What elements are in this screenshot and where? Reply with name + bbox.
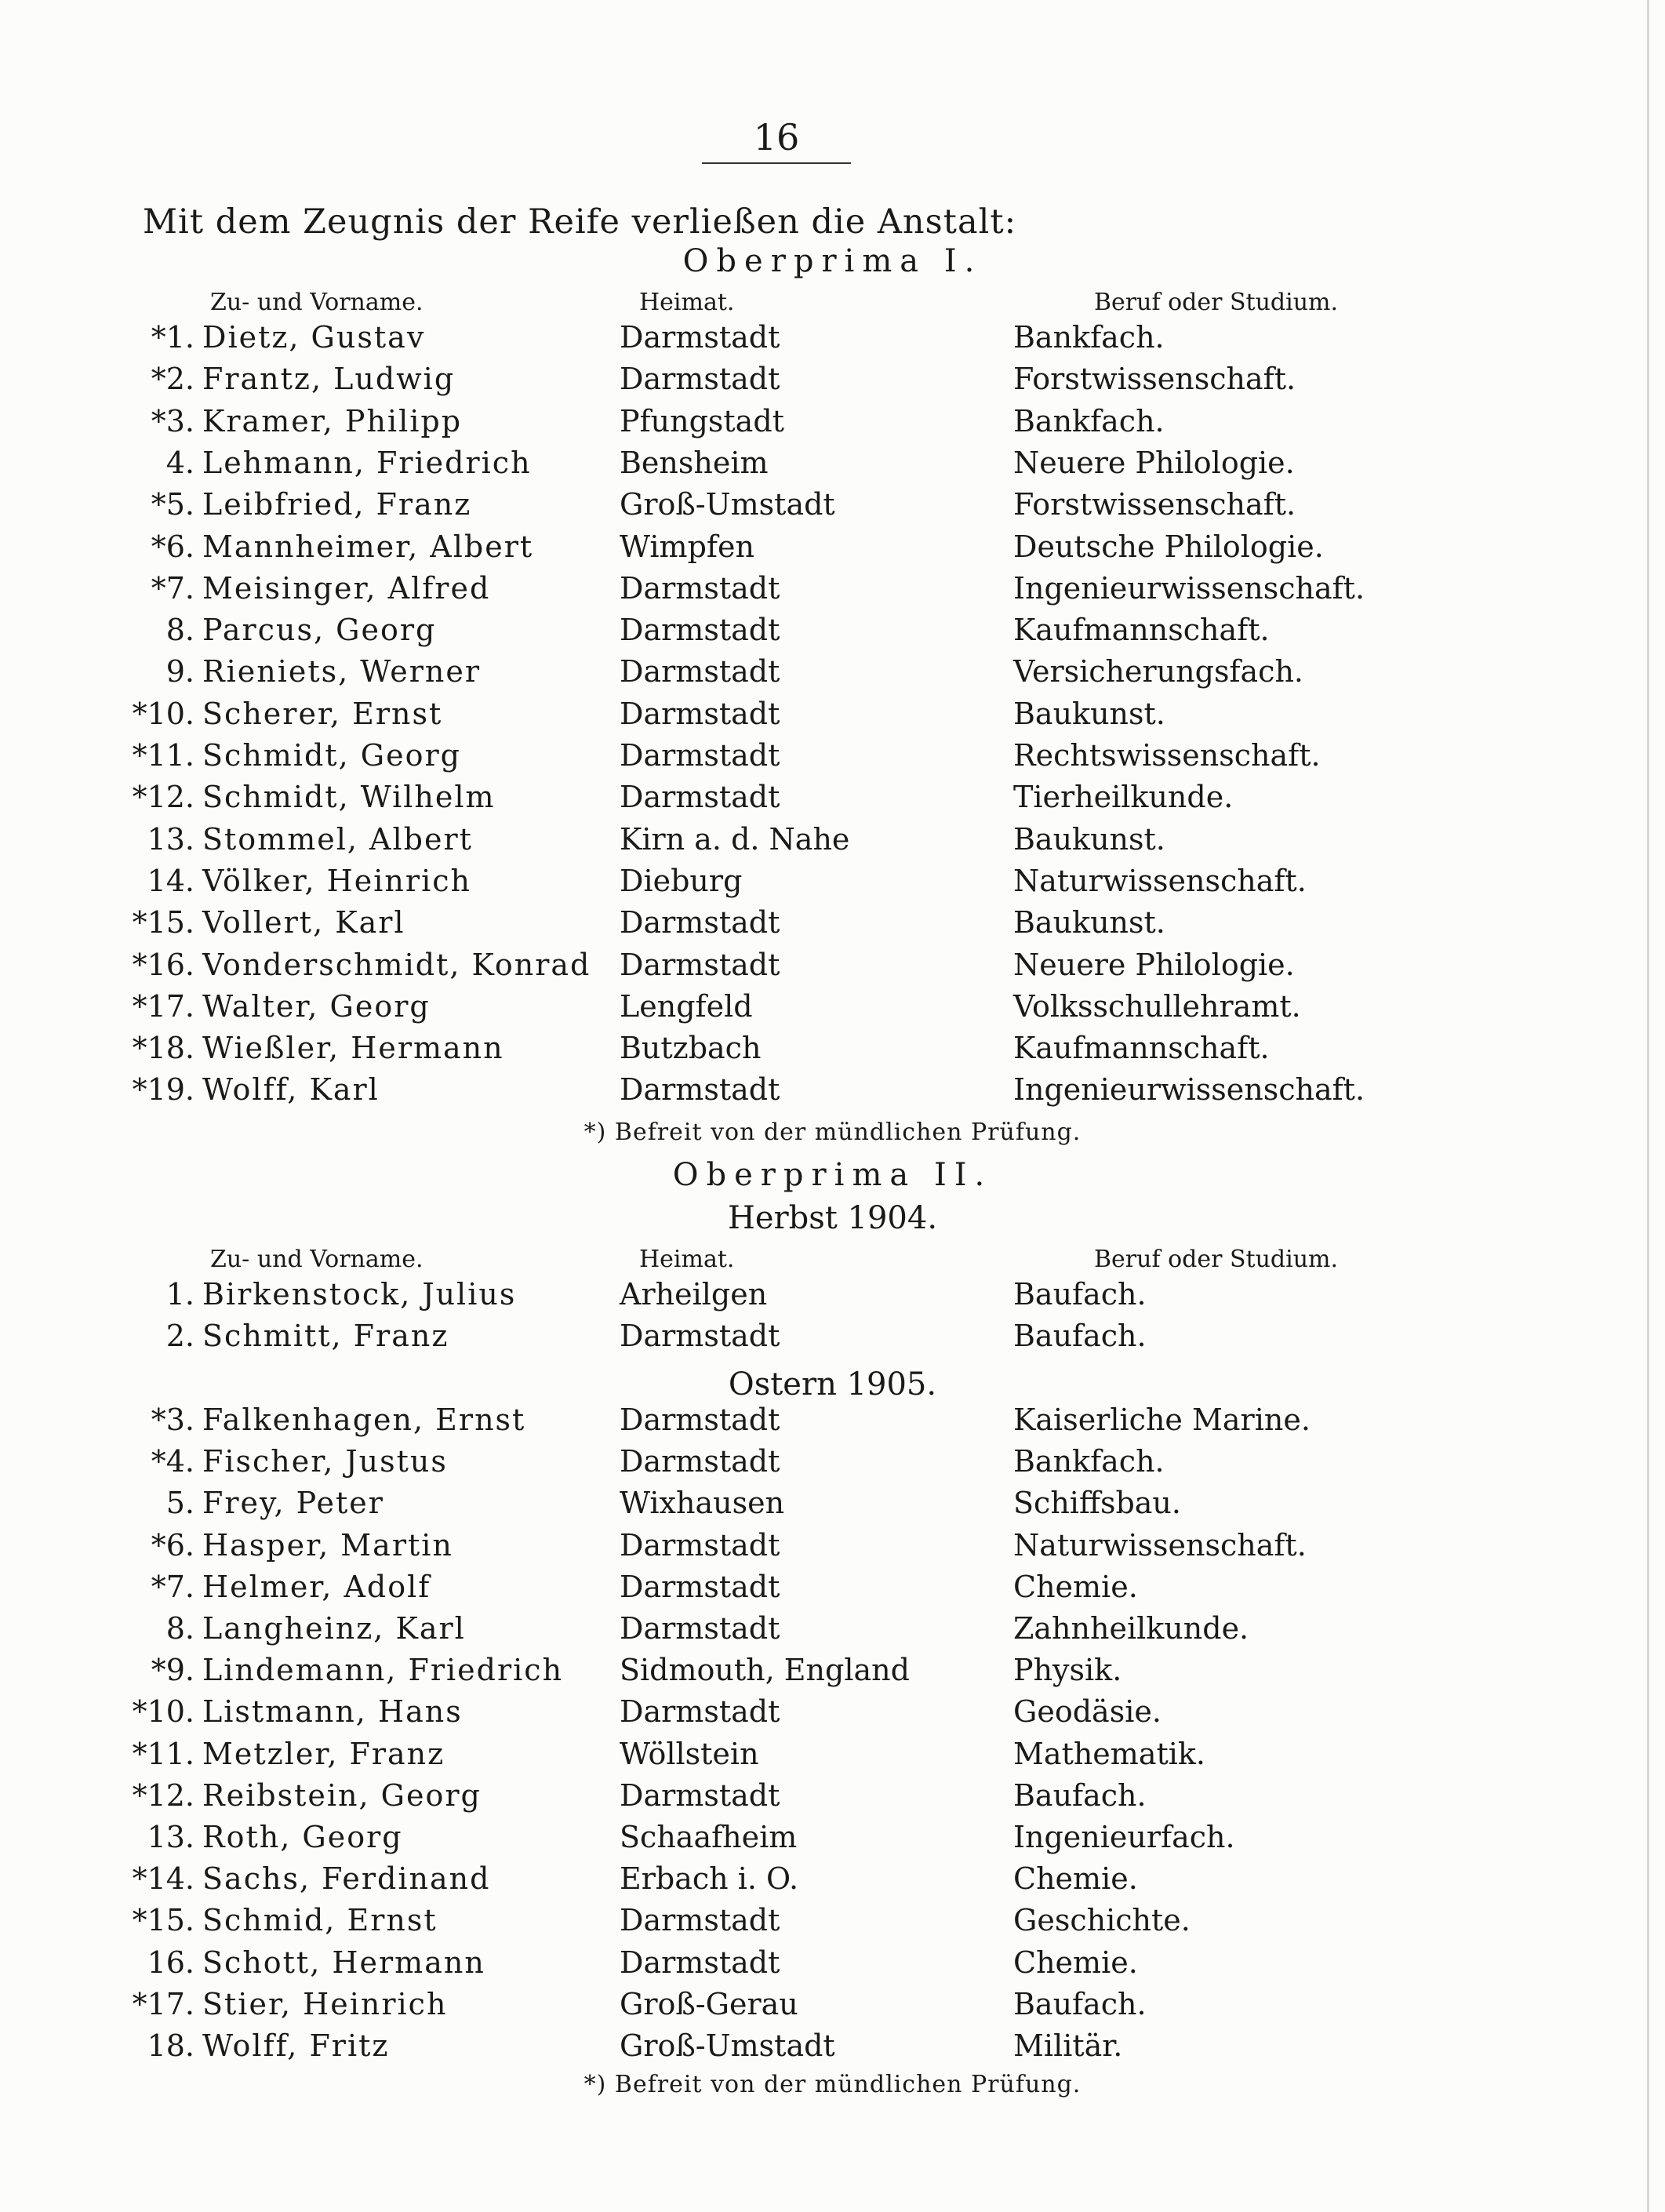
section-title-oberprima-1: Oberprima I.: [682, 243, 983, 279]
student-home: Darmstadt: [620, 947, 780, 982]
row-number: *16.: [132, 947, 194, 982]
student-name: Meisinger, Alfred: [202, 570, 491, 606]
student-name: Langheinz, Karl: [202, 1611, 466, 1646]
student-study: Chemie.: [1013, 1945, 1138, 1980]
student-study: Physik.: [1013, 1653, 1122, 1688]
student-study: Volksschullehramt.: [1013, 988, 1301, 1024]
student-home: Erbach i. O.: [620, 1861, 799, 1897]
student-home: Darmstadt: [620, 696, 780, 731]
row-number: 14.: [147, 863, 194, 898]
header-study-2: Beruf oder Studium.: [1094, 1246, 1339, 1273]
student-study: Geodäsie.: [1013, 1694, 1162, 1730]
student-home: Wöllstein: [620, 1736, 759, 1771]
student-home: Darmstadt: [620, 654, 780, 689]
table-row: [0, 1778, 1665, 1820]
row-number: *4.: [151, 1444, 194, 1479]
student-home: Darmstadt: [620, 1694, 780, 1730]
student-study: Mathematik.: [1013, 1736, 1206, 1771]
student-study: Rechtswissenschaft.: [1013, 738, 1321, 773]
row-number: 1.: [165, 1277, 194, 1312]
row-number: 9.: [165, 654, 194, 689]
table-row: [0, 905, 1665, 947]
student-name: Vollert, Karl: [202, 905, 405, 940]
table-row: [0, 1031, 1665, 1072]
student-home: Darmstadt: [620, 905, 780, 940]
row-number: *6.: [151, 529, 194, 564]
table-row: [0, 948, 1665, 989]
student-study: Militär.: [1013, 2028, 1123, 2063]
row-number: 5.: [165, 1486, 194, 1521]
table-row: [0, 1737, 1665, 1778]
table-row: [0, 1528, 1665, 1570]
student-name: Stier, Heinrich: [202, 1986, 448, 2021]
row-number: *15.: [132, 905, 194, 940]
table-row: [0, 362, 1665, 403]
student-home: Darmstadt: [620, 1569, 780, 1604]
row-number: *10.: [132, 1694, 194, 1730]
student-home: Darmstadt: [620, 613, 780, 648]
student-name: Reibstein, Georg: [202, 1777, 482, 1813]
subtitle-herbst: Herbst 1904.: [727, 1200, 938, 1236]
table-row: [0, 1277, 1665, 1319]
section-title-oberprima-2: Oberprima II.: [672, 1157, 993, 1193]
student-name: Vonderschmidt, Konrad: [202, 947, 591, 982]
student-home: Wimpfen: [620, 529, 754, 564]
row-number: 8.: [165, 1611, 194, 1646]
row-number: 13.: [147, 821, 194, 857]
row-number: *12.: [132, 1777, 194, 1813]
student-home: Darmstadt: [620, 780, 780, 815]
student-study: Baukunst.: [1013, 821, 1165, 857]
student-name: Schmid, Ernst: [202, 1903, 438, 1938]
student-home: Lengfeld: [620, 988, 753, 1024]
student-name: Schmitt, Franz: [202, 1319, 449, 1353]
row-number: *17.: [132, 988, 194, 1024]
student-name: Wießler, Hermann: [202, 1031, 504, 1066]
student-study: Ingenieurwissenschaft.: [1013, 1072, 1365, 1108]
student-study: Chemie.: [1013, 1861, 1138, 1897]
table-row: [0, 1444, 1665, 1486]
row-number: 2.: [165, 1319, 194, 1353]
row-number: *2.: [151, 362, 194, 397]
row-number: 13.: [147, 1820, 194, 1854]
student-name: Sachs, Ferdinand: [202, 1861, 491, 1897]
student-study: Chemie.: [1013, 1569, 1138, 1604]
row-number: *19.: [132, 1072, 194, 1108]
student-name: Scherer, Ernst: [202, 696, 443, 731]
table-row: [0, 487, 1665, 529]
student-study: Neuere Philologie.: [1013, 947, 1295, 982]
row-number: *11.: [132, 738, 194, 773]
student-name: Listmann, Hans: [202, 1694, 463, 1730]
student-home: Arheilgen: [620, 1277, 768, 1312]
row-number: *14.: [132, 1861, 194, 1897]
row-number: *10.: [132, 696, 194, 731]
student-name: Wolff, Fritz: [202, 2028, 390, 2063]
row-number: *7.: [151, 1569, 194, 1604]
student-name: Lindemann, Friedrich: [202, 1653, 564, 1688]
student-name: Kramer, Philipp: [202, 403, 463, 438]
student-home: Wixhausen: [620, 1486, 785, 1521]
student-study: Ingenieurwissenschaft.: [1013, 570, 1365, 606]
student-name: Falkenhagen, Ernst: [202, 1403, 526, 1437]
student-home: Dieburg: [620, 863, 743, 898]
table-row: [0, 822, 1665, 864]
student-name: Fischer, Justus: [202, 1444, 448, 1479]
student-home: Groß-Umstadt: [620, 487, 835, 522]
student-study: Naturwissenschaft.: [1013, 863, 1307, 898]
student-study: Deutsche Philologie.: [1013, 529, 1324, 564]
student-name: Wolff, Karl: [202, 1072, 380, 1108]
row-number: *18.: [132, 1031, 194, 1066]
table-row: [0, 2028, 1665, 2070]
student-study: Forstwissenschaft.: [1013, 487, 1296, 522]
student-study: Geschichte.: [1013, 1903, 1191, 1938]
student-name: Dietz, Gustav: [202, 320, 426, 355]
student-study: Zahnheilkunde.: [1013, 1611, 1249, 1646]
intro-line: Mit dem Zeugnis der Reife verließen die Anstalt:: [143, 202, 1017, 242]
student-study: Baukunst.: [1013, 905, 1165, 940]
student-name: Lehmann, Friedrich: [202, 445, 532, 480]
row-number: *6.: [151, 1527, 194, 1563]
row-number: *12.: [132, 780, 194, 815]
student-home: Groß-Umstadt: [620, 2028, 835, 2063]
student-study: Forstwissenschaft.: [1013, 362, 1296, 397]
row-number: *7.: [151, 570, 194, 606]
student-name: Schott, Hermann: [202, 1945, 485, 1980]
student-home: Bensheim: [620, 445, 769, 480]
table-row: [0, 1072, 1665, 1114]
student-home: Pfungstadt: [620, 403, 784, 438]
header-home: Heimat.: [639, 289, 735, 316]
table-row: [0, 738, 1665, 780]
table-row: [0, 989, 1665, 1031]
table-row: [0, 404, 1665, 446]
student-home: Darmstadt: [620, 320, 780, 355]
student-home: Darmstadt: [620, 1072, 780, 1108]
student-name: Parcus, Georg: [202, 613, 437, 648]
student-home: Groß-Gerau: [620, 1986, 798, 2021]
student-study: Baufach.: [1013, 1986, 1147, 2021]
student-name: Leibfried, Franz: [202, 487, 472, 522]
student-name: Helmer, Adolf: [202, 1569, 431, 1604]
student-home: Darmstadt: [620, 1444, 780, 1479]
student-home: Darmstadt: [620, 362, 780, 397]
student-study: Tierheilkunde.: [1013, 780, 1234, 815]
table-row: [0, 1903, 1665, 1945]
table-row: [0, 1694, 1665, 1736]
table-row: [0, 320, 1665, 362]
table-row: [0, 864, 1665, 905]
header-home-2: Heimat.: [639, 1246, 735, 1273]
page-number-rule: [702, 162, 851, 164]
student-name: Metzler, Franz: [202, 1736, 445, 1771]
row-number: 8.: [165, 613, 194, 648]
student-name: Mannheimer, Albert: [202, 529, 534, 564]
student-study: Baukunst.: [1013, 696, 1165, 731]
table-row: [0, 1987, 1665, 2028]
student-name: Walter, Georg: [202, 988, 431, 1024]
student-home: Darmstadt: [620, 1527, 780, 1563]
student-name: Birkenstock, Julius: [202, 1277, 517, 1312]
student-home: Darmstadt: [620, 1903, 780, 1938]
table-row: [0, 446, 1665, 487]
student-study: Naturwissenschaft.: [1013, 1527, 1307, 1563]
header-study: Beruf oder Studium.: [1094, 289, 1339, 316]
page-number: 16: [753, 116, 800, 158]
footnote-1: *) Befreit von der mündlichen Prüfung.: [583, 1119, 1082, 1146]
table-row: [0, 1403, 1665, 1444]
student-home: Sidmouth, England: [620, 1653, 910, 1688]
student-home: Darmstadt: [620, 1945, 780, 1980]
student-study: Kaufmannschaft.: [1013, 1031, 1270, 1066]
student-name: Hasper, Martin: [202, 1527, 453, 1563]
row-number: *5.: [151, 487, 194, 522]
header-name-2: Zu- und Vorname.: [210, 1246, 424, 1273]
student-home: Darmstadt: [620, 570, 780, 606]
table-row: [0, 1570, 1665, 1611]
row-number: *3.: [151, 1403, 194, 1437]
row-number: *1.: [151, 320, 194, 355]
table-row: [0, 1611, 1665, 1653]
row-number: 16.: [147, 1945, 194, 1980]
row-number: *9.: [151, 1653, 194, 1688]
student-study: Versicherungsfach.: [1013, 654, 1303, 689]
table-row: [0, 1945, 1665, 1987]
row-number: 18.: [147, 2028, 194, 2063]
student-home: Darmstadt: [620, 1611, 780, 1646]
student-home: Schaafheim: [620, 1820, 798, 1854]
table-row: [0, 780, 1665, 821]
row-number: *15.: [132, 1903, 194, 1938]
student-study: Kaufmannschaft.: [1013, 613, 1270, 648]
footnote-2: *) Befreit von der mündlichen Prüfung.: [583, 2071, 1082, 2098]
table-row: [0, 1861, 1665, 1903]
table-row: [0, 1319, 1665, 1360]
student-study: Kaiserliche Marine.: [1013, 1403, 1311, 1437]
student-home: Darmstadt: [620, 1319, 780, 1353]
student-home: Butzbach: [620, 1031, 762, 1066]
student-name: Rieniets, Werner: [202, 654, 482, 689]
student-name: Roth, Georg: [202, 1820, 403, 1854]
header-name: Zu- und Vorname.: [210, 289, 424, 316]
row-number: 4.: [165, 445, 194, 480]
student-study: Bankfach.: [1013, 1444, 1165, 1479]
table-row: [0, 1486, 1665, 1527]
student-home: Darmstadt: [620, 738, 780, 773]
table-row: [0, 571, 1665, 613]
student-study: Baufach.: [1013, 1777, 1147, 1813]
subtitle-ostern: Ostern 1905.: [728, 1366, 937, 1403]
table-row: [0, 1653, 1665, 1694]
table-row: [0, 529, 1665, 571]
table-row: [0, 1820, 1665, 1861]
student-study: Neuere Philologie.: [1013, 445, 1295, 480]
student-name: Frey, Peter: [202, 1486, 384, 1521]
student-study: Baufach.: [1013, 1277, 1147, 1312]
student-study: Bankfach.: [1013, 320, 1165, 355]
student-home: Darmstadt: [620, 1777, 780, 1813]
student-study: Baufach.: [1013, 1319, 1147, 1353]
table-row: [0, 613, 1665, 654]
table-row: [0, 697, 1665, 738]
student-name: Stommel, Albert: [202, 821, 473, 857]
student-name: Völker, Heinrich: [202, 863, 471, 898]
student-study: Schiffsbau.: [1013, 1486, 1181, 1521]
student-home: Darmstadt: [620, 1403, 780, 1437]
row-number: *17.: [132, 1986, 194, 2021]
student-study: Bankfach.: [1013, 403, 1165, 438]
student-name: Frantz, Ludwig: [202, 362, 456, 397]
student-home: Kirn a. d. Nahe: [620, 821, 850, 857]
row-number: *11.: [132, 1736, 194, 1771]
student-name: Schmidt, Wilhelm: [202, 780, 496, 815]
student-name: Schmidt, Georg: [202, 738, 461, 773]
table-row: [0, 654, 1665, 696]
student-study: Ingenieurfach.: [1013, 1820, 1235, 1854]
row-number: *3.: [151, 403, 194, 438]
